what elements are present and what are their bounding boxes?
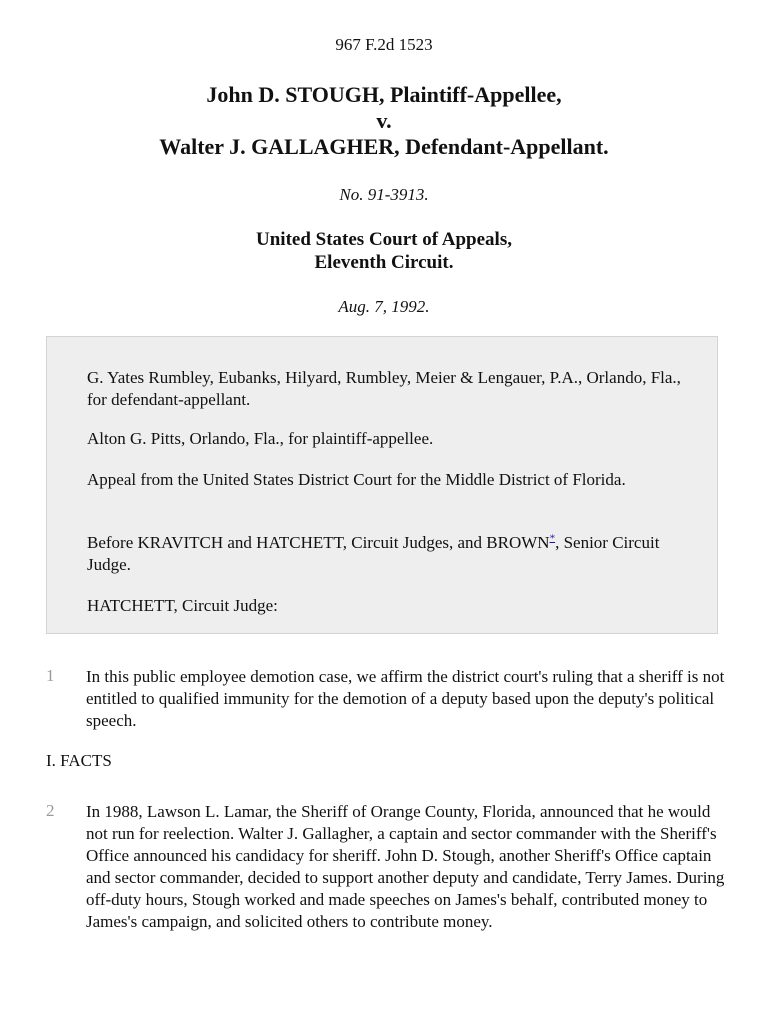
paragraph-2: In 1988, Lawson L. Lamar, the Sheriff of Orange County, Florida, announced that he would not run for reelection. Walter J. Gallagher, a captain and sector commander with the Sheriff's Office announced his candidacy for sheriff. John D. Stough, another Sheriff's Office captain and sector commander, decided to support another deputy and candidate, Terry James. During off-duty hours, Stough worked and made speeches on James's behalf, contributed money to James's campaign, and solicited others to contribute money. (86, 802, 725, 931)
court-line-2: Eleventh Circuit. (314, 252, 454, 273)
paragraph-number-2: 2 (46, 801, 55, 820)
case-citation: 967 F.2d 1523 (335, 35, 433, 54)
decision-date: Aug. 7, 1992. (338, 297, 430, 316)
panel-judges (87, 532, 687, 576)
plaintiff-line: John D. STOUGH, Plaintiff-Appellee, (206, 82, 562, 107)
paragraph-1: In this public employee demotion case, we affirm the district court's ruling that a sheriff is not entitled to qualified immunity for the demotion of a deputy based upon the deputy's political speech. (86, 667, 725, 730)
case-parties (0, 82, 768, 160)
versus-line: v. (376, 108, 392, 133)
case-info-box (46, 336, 718, 634)
section-heading-facts: I. FACTS (46, 751, 112, 770)
panel-judges-prefix: Before KRAVITCH and HATCHETT, Circuit Judges, and BROWN (87, 533, 550, 552)
paragraph-number-1: 1 (46, 666, 55, 685)
court-name (0, 228, 768, 274)
panel-judges-suffix: , Senior Circuit Judge. (87, 533, 660, 574)
defendant-line: Walter J. GALLAGHER, Defendant-Appellant. (159, 134, 609, 159)
counsel-defendant: G. Yates Rumbley, Eubanks, Hilyard, Rumbley, Meier & Lengauer, P.A., Orlando, Fla., for defendant-appellant. (87, 368, 681, 409)
footnote-link[interactable]: * (549, 532, 556, 545)
counsel-plaintiff: Alton G. Pitts, Orlando, Fla., for plaintiff-appellee. (87, 429, 434, 448)
docket-number: No. 91-3913. (339, 185, 429, 204)
court-line-1: United States Court of Appeals, (256, 229, 512, 250)
appeal-from: Appeal from the United States District Court for the Middle District of Florida. (87, 470, 626, 489)
opinion-author: HATCHETT, Circuit Judge: (87, 596, 278, 615)
